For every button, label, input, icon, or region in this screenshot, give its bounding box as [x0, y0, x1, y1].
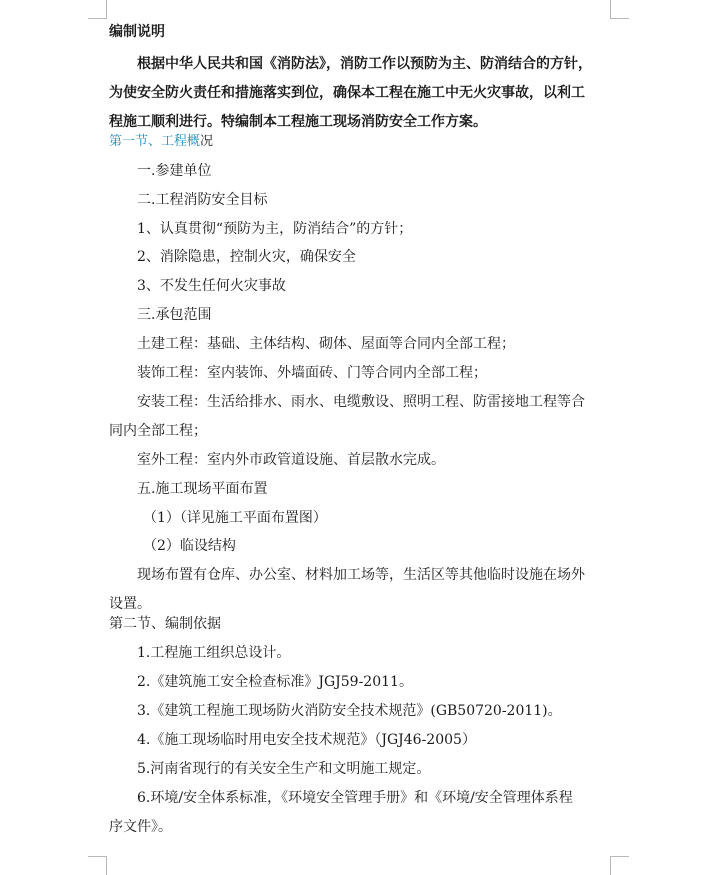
- list-item: （1）（详见施工平面布置图）: [143, 510, 327, 526]
- list-item: 4.《施工现场临时用电安全技术规范》（JGJ46-2005）: [137, 732, 476, 748]
- section-heading-1-label: 第一节、工程概: [109, 134, 201, 149]
- list-item: 土建工程：基础、主体结构、砌体、屋面等合同内全部工程；: [137, 336, 515, 352]
- list-item: 三.承包范围: [137, 307, 212, 323]
- paragraph-line-wrap: 设置。: [109, 596, 151, 612]
- page-corner-mark-bottom-right: [610, 856, 629, 875]
- page-corner-mark-top-right: [610, 0, 629, 19]
- list-item: 1、认真贯彻“预防为主，防消结合”的方针；: [137, 221, 413, 237]
- list-item: 安装工程：生活给排水、雨水、电缆敷设、照明工程、防雷接地工程等合: [137, 394, 585, 410]
- list-item: （2）临设结构: [143, 538, 236, 554]
- page-corner-mark-bottom-left: [88, 856, 107, 875]
- intro-line-2: 为使安全防火责任和措施落实到位，确保本工程在施工中无火灾事故，以利工: [109, 85, 585, 101]
- list-item: 2、消除隐患，控制火灾，确保安全: [137, 249, 356, 265]
- list-item: 装饰工程：室内装饰、外墙面砖、门等合同内全部工程；: [137, 365, 487, 381]
- intro-line-3: 程施工顺利进行。特编制本工程施工现场消防安全工作方案。: [109, 114, 487, 130]
- list-item: 6.环境/安全体系标准，《环境安全管理手册》和《环境/安全管理体系程: [137, 790, 573, 806]
- list-item: 1.工程施工组织总设计。: [137, 645, 291, 661]
- intro-line-1: 根据中华人民共和国《消防法》，消防工作以预防为主、防消结合的方针，: [137, 56, 592, 72]
- list-item: 3.《建筑工程施工现场防火消防安全技术规范》(GB50720-2011)。: [137, 703, 562, 719]
- document-title: 编制说明: [109, 24, 165, 40]
- section-heading-1-tail: 况: [200, 134, 214, 149]
- list-item: 5.河南省现行的有关安全生产和文明施工规定。: [137, 761, 431, 777]
- list-item: 2.《建筑施工安全检查标准》JGJ59-2011。: [137, 674, 413, 690]
- section-heading-2: 第二节、编制依据: [109, 616, 221, 632]
- list-item: 五.施工现场平面布置: [137, 481, 268, 497]
- section-heading-1: [109, 132, 213, 152]
- page-corner-mark-top-left: [88, 0, 107, 19]
- list-item: 一.参建单位: [137, 163, 212, 179]
- list-item: 3、不发生任何火灾事故: [137, 278, 286, 294]
- list-item-wrap: 同内全部工程；: [109, 423, 207, 439]
- paragraph-line: 现场布置有仓库、办公室、材料加工场等，生活区等其他临时设施在场外: [137, 567, 585, 583]
- list-item: 室外工程：室内外市政管道设施、首层散水完成。: [137, 452, 445, 468]
- list-item: 二.工程消防安全目标: [137, 192, 268, 208]
- list-item-wrap: 序文件》。: [109, 819, 172, 835]
